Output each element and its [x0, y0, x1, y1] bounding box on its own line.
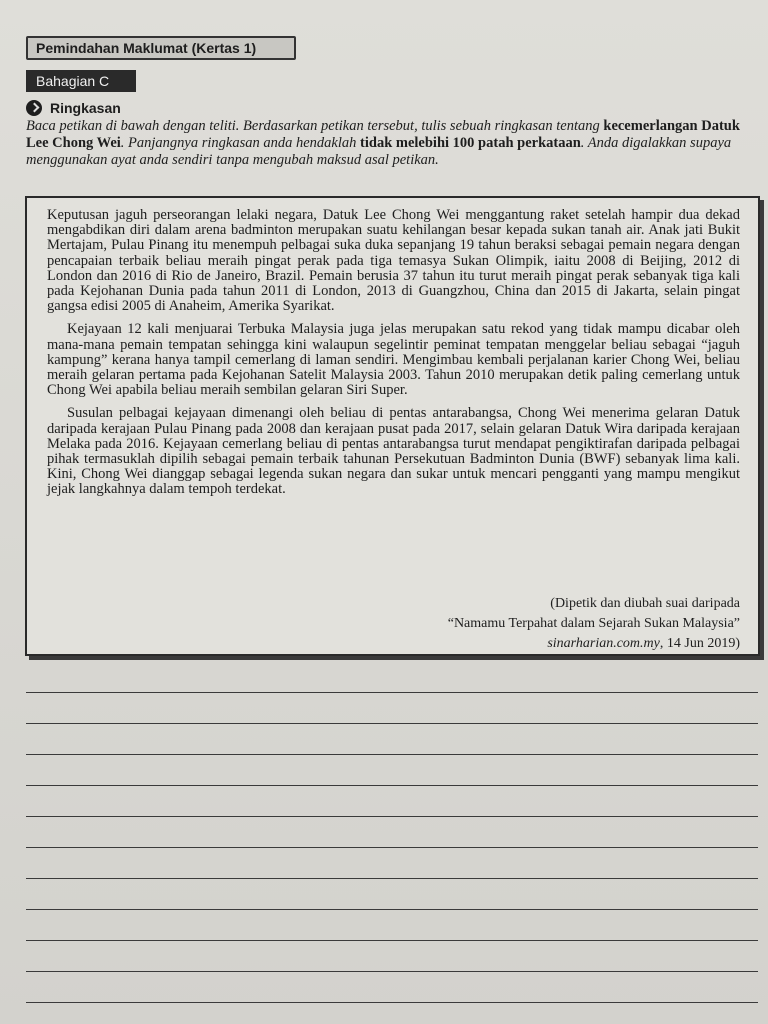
passage-source	[448, 594, 740, 654]
instruction-text-3: . Anda digalakkan supaya menggunakan ayat anda sendiri tanpa mengubah maksud asal petikan.	[26, 135, 732, 168]
source-line-2: “Namamu Terpahat dalam Sejarah Sukan Malaysia”	[447, 616, 740, 631]
answer-line[interactable]	[26, 754, 758, 755]
answer-line[interactable]	[26, 816, 758, 817]
task-instructions	[26, 118, 756, 169]
passage-paragraph-1: Keputusan jaguh perseorangan lelaki negara, Datuk Lee Chong Wei menggantung raket setelah hampir dua dekad mengabdikan diri dalam arena badminton merupakan suatu kehilangan besar kepada sukan tanah air. Anak jati Bukit Mertajam, Pulau Pinang itu menempuh pelbagai suka duka sepanjang 19 tahun beraksi sebagai pemain negara dengan pencapaian terbaik beliau meraih pingat perak pada tiga temasya Sukan Olimpik, iaitu 2008 di Beijing, 2012 di London dan 2016 di Rio de Janeiro, Brazil. Pemain berusia 37 tahun itu turut meraih pingat perak sebanyak tiga kali pada Kejohanan Dunia pada tahun 2011 di London, 2013 di Guangzhou, China dan 2015 di Jakarta, selain pingat gangsa edisi 2005 di Anaheim, Amerika Syarikat.	[47, 207, 740, 315]
arrow-right-circle-icon	[26, 100, 42, 116]
answer-line[interactable]	[26, 971, 758, 972]
chapter-header: Pemindahan Maklumat (Kertas 1)	[26, 36, 296, 60]
answer-line[interactable]	[26, 785, 758, 786]
answer-line[interactable]	[26, 878, 758, 879]
instruction-word-limit: tidak melebihi 100 patah perkataan	[360, 135, 581, 151]
task-heading-label: Ringkasan	[50, 100, 121, 116]
passage-box	[25, 196, 760, 656]
answer-line[interactable]	[26, 1002, 758, 1003]
instruction-text-1: Baca petikan di bawah dengan teliti. Berdasarkan petikan tersebut, tulis sebuah ringkasan tentang	[26, 118, 604, 134]
source-site: sinarharian.com.my	[547, 636, 660, 651]
section-label: Bahagian C	[26, 70, 136, 92]
source-line-3	[448, 634, 740, 654]
passage-paragraph-2: Kejayaan 12 kali menjuarai Terbuka Malaysia juga jelas merupakan satu rekod yang tidak mampu dicabar oleh mana-mana pemain tempatan sehingga kini walaupun segelintir peminat tempatan menggelar beliau sebagai “jaguh kampung” kerana hanya tampil cemerlang di laman sendiri. Mengimbau kembali perjalanan karier Chong Wei, beliau meraih gelaran pertama pada Kejohanan Satelit Malaysia 2003. Tahun 2010 merupakan detik paling cemerlang untuk Chong Wei apabila beliau meraih sembilan gelaran Siri Super.	[47, 321, 740, 399]
answer-line[interactable]	[26, 723, 758, 724]
task-heading	[26, 98, 121, 118]
instruction-topic: kecemerlangan Datuk Lee Chong Wei	[26, 118, 740, 151]
instruction-text-2: . Panjangnya ringkasan anda hendaklah	[120, 135, 361, 151]
answer-line[interactable]	[26, 909, 758, 910]
source-line-1: (Dipetik dan diubah suai daripada	[550, 596, 740, 611]
answer-line[interactable]	[26, 847, 758, 848]
passage-paragraph-3: Susulan pelbagai kejayaan dimenangi oleh beliau di pentas antarabangsa, Chong Wei menerima gelaran Datuk daripada kerajaan Pulau Pinang pada 2008 dan kerajaan pusat pada 2017, selain gelaran Datuk Wira daripada kerajaan Melaka pada 2016. Kejayaan cemerlang beliau di pentas antarabangsa turut mendapat pengiktirafan daripada pelbagai pihak termasuklah dipilih sebagai pemain terbaik tahunan Persekutuan Badminton Dunia (BWF) sebanyak lima kali. Kini, Chong Wei dianggap sebagai legenda sukan negara dan sukar untuk mencari pengganti yang mampu mengikut jejak langkahnya dalam tempoh terdekat.	[47, 405, 740, 498]
answer-line[interactable]	[26, 692, 758, 693]
answer-line[interactable]	[26, 940, 758, 941]
source-date: , 14 Jun 2019)	[659, 636, 740, 651]
